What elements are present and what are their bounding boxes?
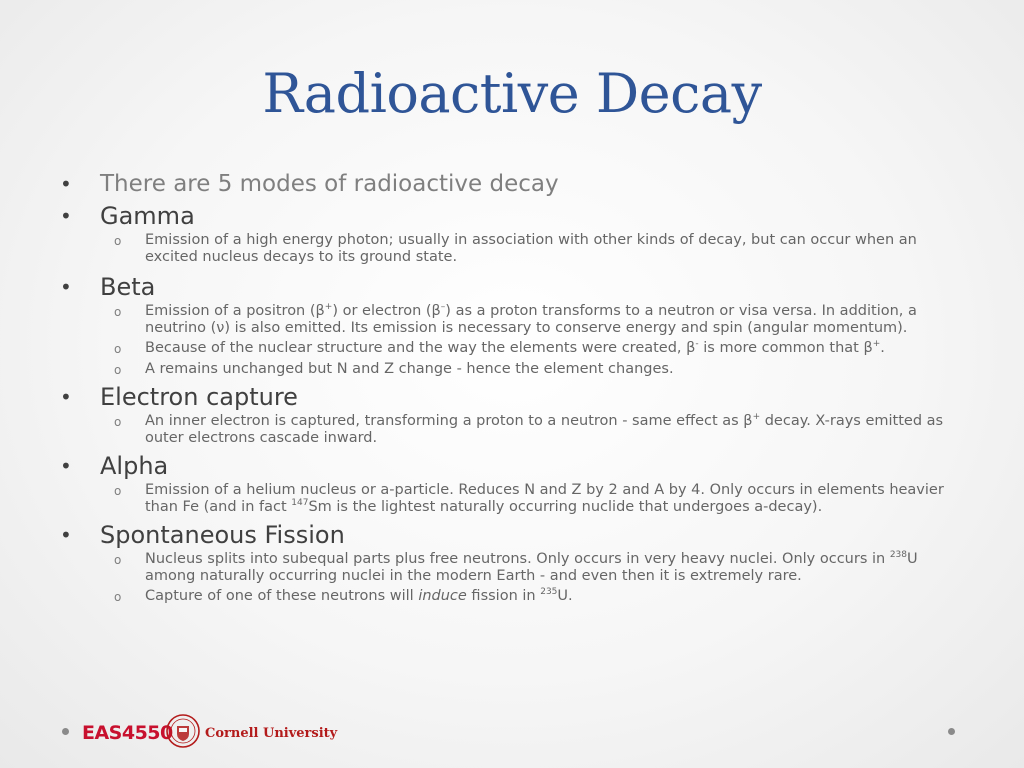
mode-gamma [0, 200, 1024, 232]
intro-text: There are 5 modes of radioactive decay [100, 171, 559, 197]
sub-bullet-icon: o [114, 415, 122, 429]
sub-bullet-icon: o [114, 590, 122, 604]
sub-bullet-icon: o [114, 305, 122, 319]
sub-bullet [0, 303, 1024, 336]
sub-bullet [0, 551, 1024, 584]
sub-bullet [0, 588, 1024, 605]
bullet-icon: • [60, 275, 72, 299]
sub-text: Capture of one of these neutrons will induce fission in $^{235}$U. [145, 587, 573, 604]
sub-text: Nucleus splits into subequal parts plus free neutrons. Only occurs in very heavy nuclei. Only occurs in $^{238}$U among naturally occurring nuclei in the modern Earth - and even then it is extremely rare. [145, 550, 918, 584]
mode-heading: Electron capture [100, 383, 298, 411]
sub-bullet-icon: o [114, 553, 122, 567]
sub-text: Emission of a positron (β+) or electron (β–) as a proton transforms to a neutron or visa versa. In addition, a neutrino (ν) is also emitted. Its emission is necessary to conserve energy and spin (angular momentum). [145, 302, 917, 336]
sub-bullet-icon: o [114, 362, 122, 377]
sub-bullet [0, 340, 1024, 357]
sub-bullet [0, 361, 1024, 378]
mode-heading: Spontaneous Fission [100, 521, 345, 549]
sub-text: Emission of a helium nucleus or a-particle. Reduces N and Z by 2 and A by 4. Only occurs in elements heavier than Fe (and in fact $^{147}$Sm is the lightest naturally occurring nuclide that undergoes a-decay). [145, 482, 944, 515]
mode-electron-capture [0, 381, 1024, 413]
bullet-icon: • [60, 454, 72, 478]
mode-alpha [0, 450, 1024, 482]
university-name: Cornell University [205, 726, 338, 741]
footer-dot-left [62, 728, 69, 735]
sub-text: An inner electron is captured, transforming a proton to a neutron - same effect as β+ decay. X-rays emitted as outer electrons cascade inward. [145, 412, 944, 446]
intro-bullet [0, 168, 1024, 200]
cornell-seal-icon [166, 714, 200, 748]
mode-heading: Gamma [100, 202, 195, 230]
sub-bullet [0, 413, 1024, 446]
mode-heading: Beta [100, 273, 156, 301]
sub-bullet-icon: o [114, 234, 122, 248]
slide-title: Radioactive Decay [262, 62, 762, 125]
mode-beta [0, 271, 1024, 303]
sub-bullet-icon: o [114, 484, 122, 498]
sub-text: Because of the nuclear structure and the way the elements were created, β- is more common that β+. [145, 339, 885, 356]
sub-bullet-icon: o [114, 342, 122, 356]
sub-text: A remains unchanged but N and Z change - hence the element changes. [145, 360, 674, 377]
mode-heading: Alpha [100, 452, 169, 480]
bullet-icon: • [60, 385, 72, 409]
footer-dot-right [948, 728, 955, 735]
mode-fission [0, 519, 1024, 551]
bullet-icon: • [60, 204, 72, 228]
slide-content [0, 168, 1024, 609]
bullet-icon: • [60, 172, 72, 196]
bullet-icon: • [60, 523, 72, 547]
sub-text: Emission of a high energy photon; usually in association with other kinds of decay, but can occur when an excited nucleus decays to its ground state. [145, 232, 917, 265]
sub-bullet [0, 482, 1024, 515]
course-label: EAS4550 [82, 722, 173, 744]
sub-bullet [0, 232, 1024, 265]
